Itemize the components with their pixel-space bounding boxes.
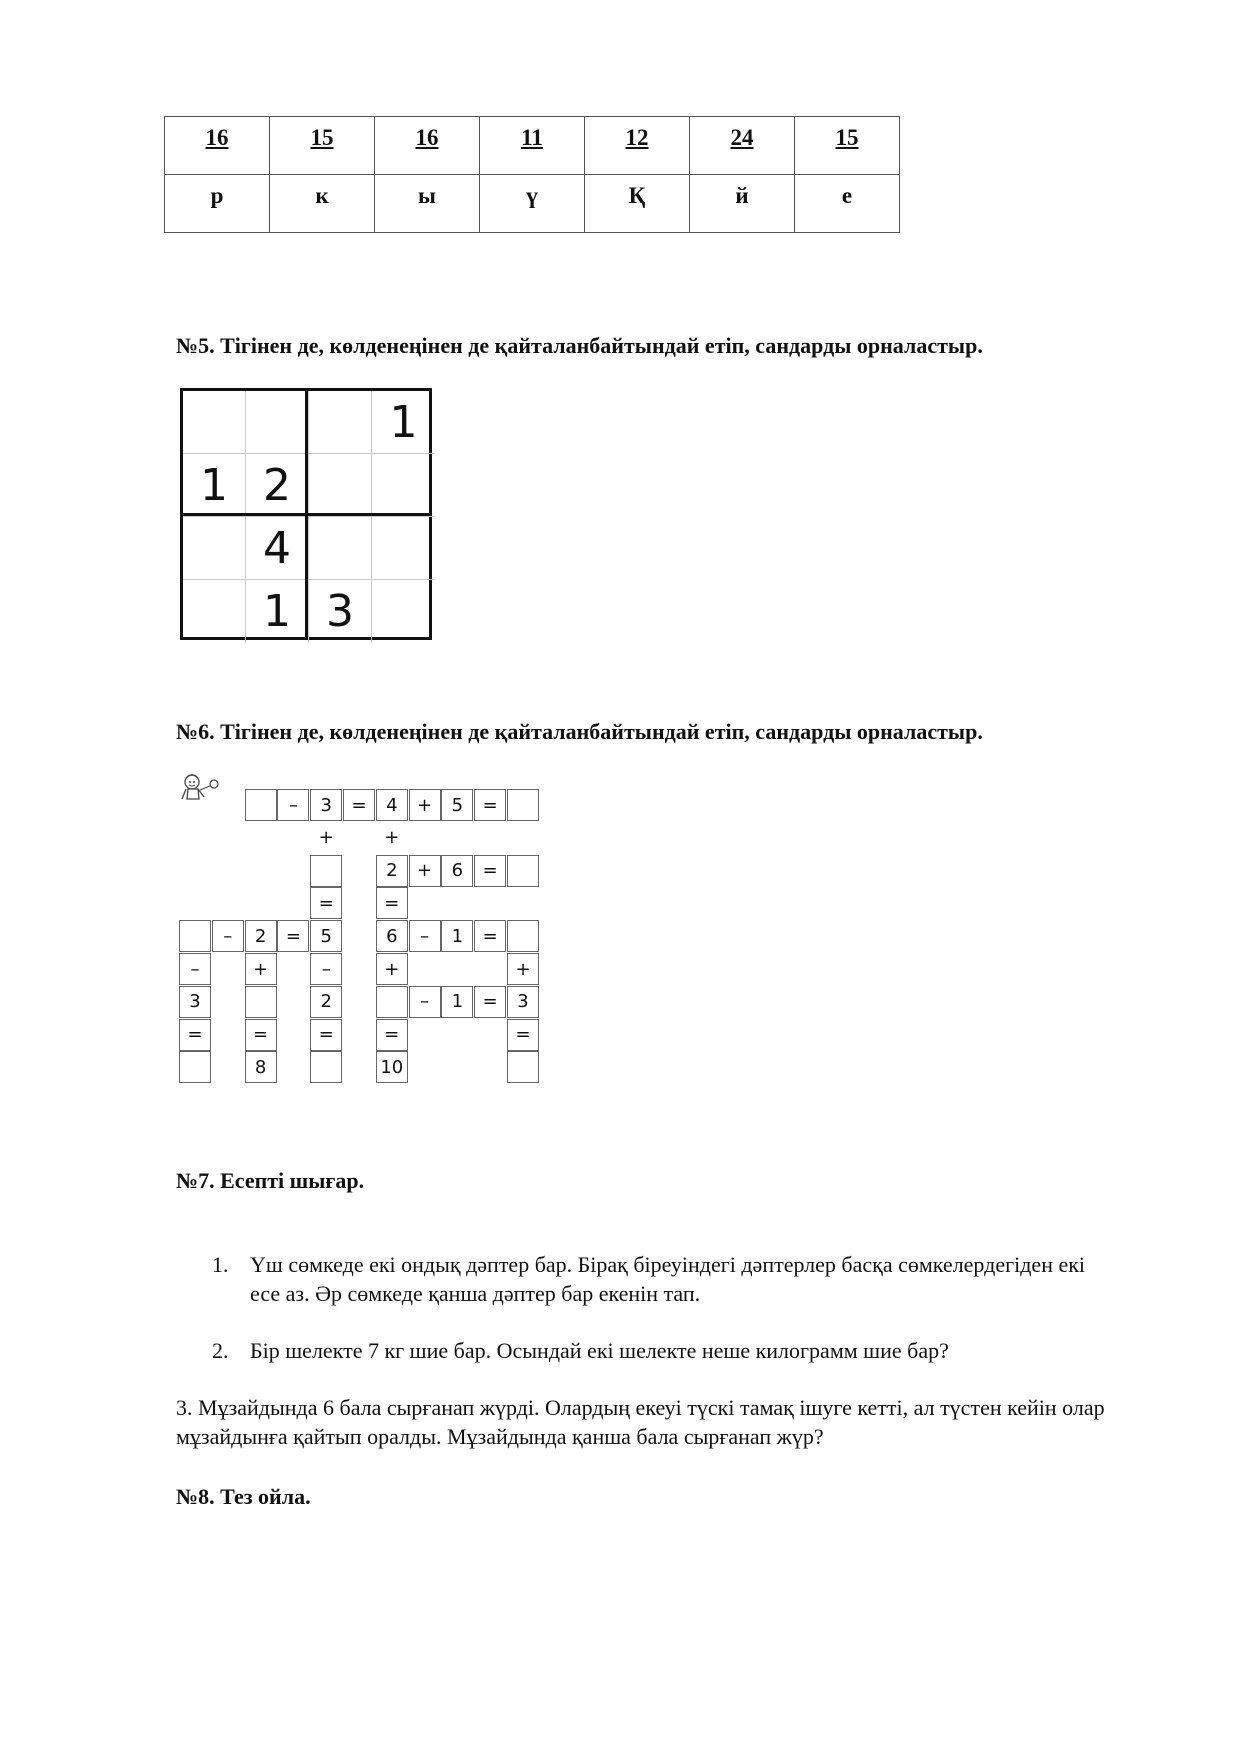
list-item-number: 2. xyxy=(212,1338,229,1363)
code-letter-cell: й xyxy=(690,175,795,233)
list-item-text: Үш сөмкеде екі ондық дәптер бар. Бірақ біреуіндегі дәптерлер басқа сөмкелердегіден екі есе аз. Әр сөмкеде қанша дәптер бар екенін тап. xyxy=(250,1252,1086,1306)
code-letter-cell: ү xyxy=(480,175,585,233)
crossword-cell: 6 xyxy=(376,920,408,952)
sudoku-divider xyxy=(183,513,429,516)
code-table xyxy=(164,116,900,233)
sudoku-cell xyxy=(372,580,435,643)
crossword-cell: = xyxy=(310,1019,342,1051)
code-number-cell: 15 xyxy=(270,117,375,175)
crossword-cell: 8 xyxy=(245,1051,277,1083)
crossword-cell: = xyxy=(507,1019,539,1051)
list-item-text: Бір шелекте 7 кг шие бар. Осындай екі шелекте неше килограмм шие бар? xyxy=(250,1338,949,1363)
crossword-cell xyxy=(310,1051,342,1083)
sudoku-cell xyxy=(309,391,372,454)
crossword-cell xyxy=(507,1051,539,1083)
crossword-cell: + xyxy=(409,789,441,821)
code-number-cell: 15 xyxy=(795,117,900,175)
crossword-cell xyxy=(376,986,408,1018)
code-letter-cell: р xyxy=(165,175,270,233)
crossword-cell: 3 xyxy=(507,986,539,1018)
crossword-cell: + xyxy=(318,827,334,849)
crossword-cell xyxy=(245,789,277,821)
sudoku-cell: 2 xyxy=(246,454,309,517)
task8-heading: №8. Тез ойла. xyxy=(176,1484,311,1509)
sudoku-cell: 1 xyxy=(372,391,435,454)
sudoku-cell xyxy=(372,454,435,517)
crossword-cell: – xyxy=(179,953,211,985)
code-number-cell: 12 xyxy=(585,117,690,175)
crossword-cell xyxy=(507,789,539,821)
sudoku-cell xyxy=(183,580,246,643)
code-letter-cell: е xyxy=(795,175,900,233)
crossword-cell: 2 xyxy=(245,920,277,952)
crossword-cell: = xyxy=(245,1019,277,1051)
crossword-cell: 10 xyxy=(376,1051,408,1083)
crossword-cell: = xyxy=(310,887,342,919)
sudoku-cell xyxy=(309,517,372,580)
task6-heading: №6. Тігінен де, көлденеңінен де қайталанбайтындай етіп, сандарды орналастыр. xyxy=(176,719,983,744)
crossword-cell xyxy=(245,986,277,1018)
sudoku-cell: 1 xyxy=(183,454,246,517)
crossword-cell: + xyxy=(384,827,400,849)
crossword-cell: 6 xyxy=(441,855,473,887)
task5-heading: №5. Тігінен де, көлденеңінен де қайталанбайтындай етіп, сандарды орналастыр. xyxy=(176,333,983,358)
crossword-cell: + xyxy=(245,953,277,985)
crossword-cell xyxy=(507,920,539,952)
crossword-cell xyxy=(507,855,539,887)
code-number-cell: 24 xyxy=(690,117,795,175)
crossword-cell: – xyxy=(409,986,441,1018)
sudoku-cell: 3 xyxy=(309,580,372,643)
crossword-cell: = xyxy=(474,789,506,821)
crossword-cell: – xyxy=(409,920,441,952)
crossword-cell: 2 xyxy=(310,986,342,1018)
crossword-cell: = xyxy=(343,789,375,821)
crossword-cell: 3 xyxy=(310,789,342,821)
crossword-cell xyxy=(179,920,211,952)
crossword-cell: 5 xyxy=(441,789,473,821)
crossword-cell: + xyxy=(376,953,408,985)
sudoku-cell: 4 xyxy=(246,517,309,580)
crossword-cell xyxy=(179,1051,211,1083)
crossword-cell: + xyxy=(507,953,539,985)
crossword-cell: – xyxy=(212,920,244,952)
sudoku-cell xyxy=(372,517,435,580)
crossword-cell: = xyxy=(474,920,506,952)
code-number-cell: 16 xyxy=(165,117,270,175)
crossword-cell: 2 xyxy=(376,855,408,887)
code-numbers-row xyxy=(165,117,900,175)
list-item-number: 1. xyxy=(212,1252,229,1277)
sudoku-cell xyxy=(309,454,372,517)
crossword-cell: = xyxy=(474,986,506,1018)
crossword-cell: + xyxy=(409,855,441,887)
code-letter-cell: ы xyxy=(375,175,480,233)
code-number-cell: 11 xyxy=(480,117,585,175)
child-drawing-icon xyxy=(178,772,226,808)
sudoku-cell xyxy=(183,517,246,580)
crossword-cell: = xyxy=(277,920,309,952)
crossword-cell: = xyxy=(179,1019,211,1051)
code-letter-cell: Қ xyxy=(585,175,690,233)
crossword-cell: 1 xyxy=(441,986,473,1018)
crossword-cell: 1 xyxy=(441,920,473,952)
code-number-cell: 16 xyxy=(375,117,480,175)
crossword-cell: – xyxy=(310,953,342,985)
code-letters-row xyxy=(165,175,900,233)
crossword-cell: = xyxy=(376,1019,408,1051)
crossword-cell xyxy=(310,855,342,887)
sudoku-grid xyxy=(180,388,432,640)
task7-heading: №7. Есепті шығар. xyxy=(176,1168,365,1193)
crossword-cell: 3 xyxy=(179,986,211,1018)
crossword-cell: – xyxy=(277,789,309,821)
task7-item3: 3. Мұзайдында 6 бала сырғанап жүрді. Олардың екеуі түскі тамақ ішуге кетті, ал түстен кейін олар мұзайдынға қайтып оралды. Мұзайдында қанша бала сырғанап жүр? xyxy=(176,1395,1105,1449)
crossword-cell: 5 xyxy=(310,920,342,952)
sudoku-cell xyxy=(246,391,309,454)
code-letter-cell: к xyxy=(270,175,375,233)
sudoku-cell xyxy=(183,391,246,454)
sudoku-cell: 1 xyxy=(246,580,309,643)
crossword-cell: 4 xyxy=(376,789,408,821)
crossword-cell: = xyxy=(376,887,408,919)
crossword-cell: = xyxy=(474,855,506,887)
